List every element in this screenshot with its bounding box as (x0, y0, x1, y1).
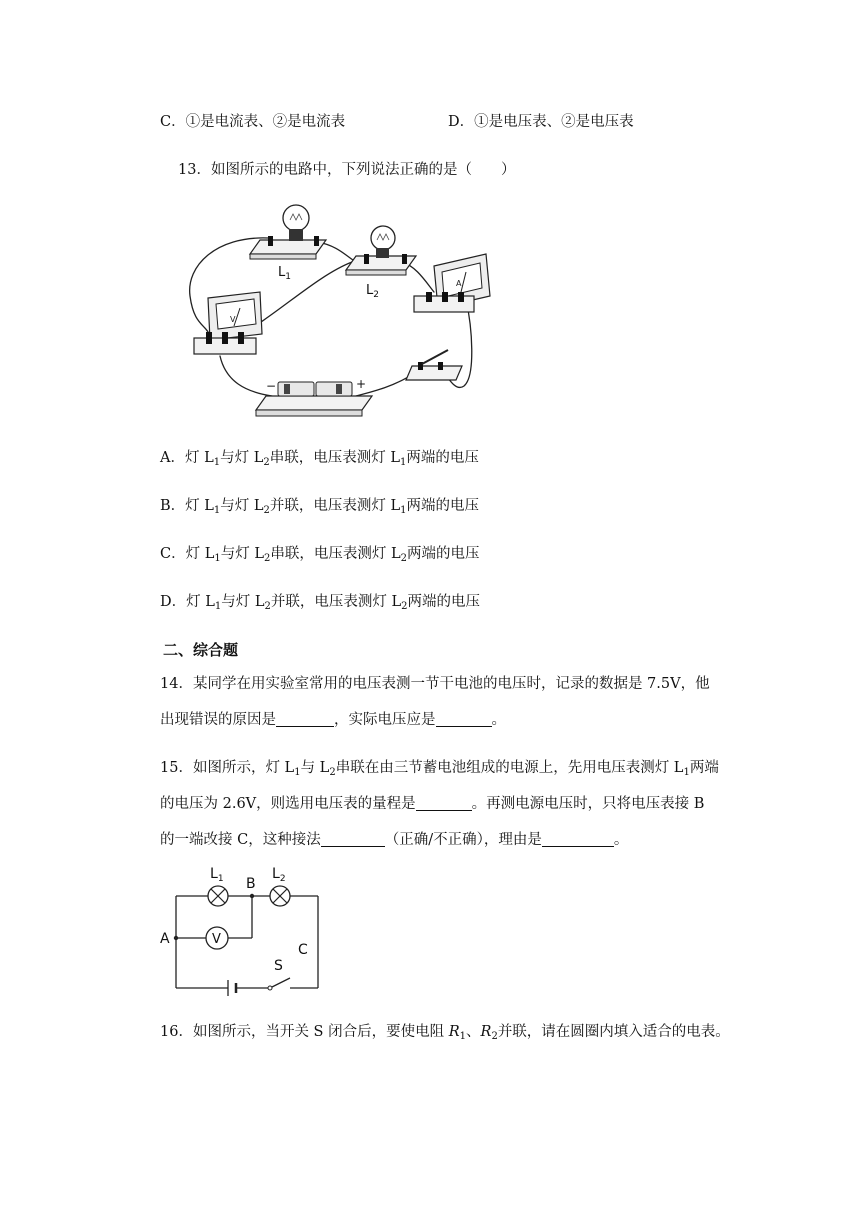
battery-symbol (228, 980, 236, 996)
switch (406, 350, 462, 380)
node-a (174, 936, 178, 940)
voltmeter-symbol (206, 927, 228, 949)
blank-15-3[interactable] (542, 830, 614, 847)
label-b: B (246, 876, 256, 892)
option-d-q12: D．①是电压表、②是电压表 (448, 114, 634, 130)
label-c: C (298, 942, 308, 958)
circuit-diagram-q13 (176, 196, 496, 420)
section-heading: 二、综合题 (163, 641, 239, 659)
label-l1: $L_1$ (210, 866, 224, 884)
svg-text:A: A (456, 279, 462, 288)
lamp-l2-symbol (270, 886, 290, 906)
option-c-q13: C．灯 $L_1$与灯 $L_2$串联，电压表测灯 $L_2$两端的电压 (160, 546, 480, 564)
label-l2: $L_2$ (366, 283, 379, 300)
blank-14-2[interactable] (436, 710, 492, 727)
voltmeter (194, 292, 262, 354)
blank-14-1[interactable] (276, 710, 334, 727)
question-14: 14．某同学在用实验室常用的电压表测一节干电池的电压时，记录的数据是 7.5V，他出现错误的原因是 ，实际电压应是 。 (160, 676, 710, 728)
lamp-l2 (346, 226, 416, 275)
question-15: 15．如图所示，灯 $L_1$与 $L_2$串联在由三节蓄电池组成的电源上，先用电压表测灯 $L_1$两端的电压为 2.6V，则选用电压表的量程是 。再测电源电压时，只将电压表接 B 的一端改接 C，这种接法 （正确/不正确），理由是 。 (160, 760, 719, 848)
option-c-q12: C．①是电流表、②是电流表 (160, 114, 346, 130)
label-minus: − (266, 379, 277, 393)
question-16: 16．如图所示，当开关 S 闭合后，要使电阻 $R_1$、$R_2$并联，请在圆圈内填入适合的电表。 (160, 1024, 730, 1042)
svg-text:V: V (230, 315, 236, 324)
ammeter (414, 254, 490, 312)
label-l1: $L_1$ (278, 265, 291, 282)
blank-15-1[interactable] (416, 794, 472, 811)
label-a: A (160, 931, 170, 947)
node-b (250, 894, 254, 898)
svg-text:V: V (212, 932, 221, 947)
option-d-q13: D．灯 $L_1$与灯 $L_2$并联，电压表测灯 $L_2$两端的电压 (160, 594, 480, 612)
lamp-l1-symbol (208, 886, 228, 906)
question-13-stem: 13．如图所示的电路中，下列说法正确的是（ ） (178, 162, 516, 178)
option-a-q13: A．灯 $L_1$与灯 $L_2$串联，电压表测灯 $L_1$两端的电压 (160, 450, 479, 468)
option-b-q13: B．灯 $L_1$与灯 $L_2$并联，电压表测灯 $L_1$两端的电压 (160, 498, 480, 516)
label-s: S (274, 958, 283, 974)
circuit-schematic-q15 (158, 862, 328, 998)
switch-symbol (268, 978, 290, 990)
blank-15-2[interactable] (321, 830, 385, 847)
label-plus: + (356, 377, 367, 391)
label-l2: $L_2$ (272, 866, 286, 884)
lamp-l1 (250, 205, 326, 259)
